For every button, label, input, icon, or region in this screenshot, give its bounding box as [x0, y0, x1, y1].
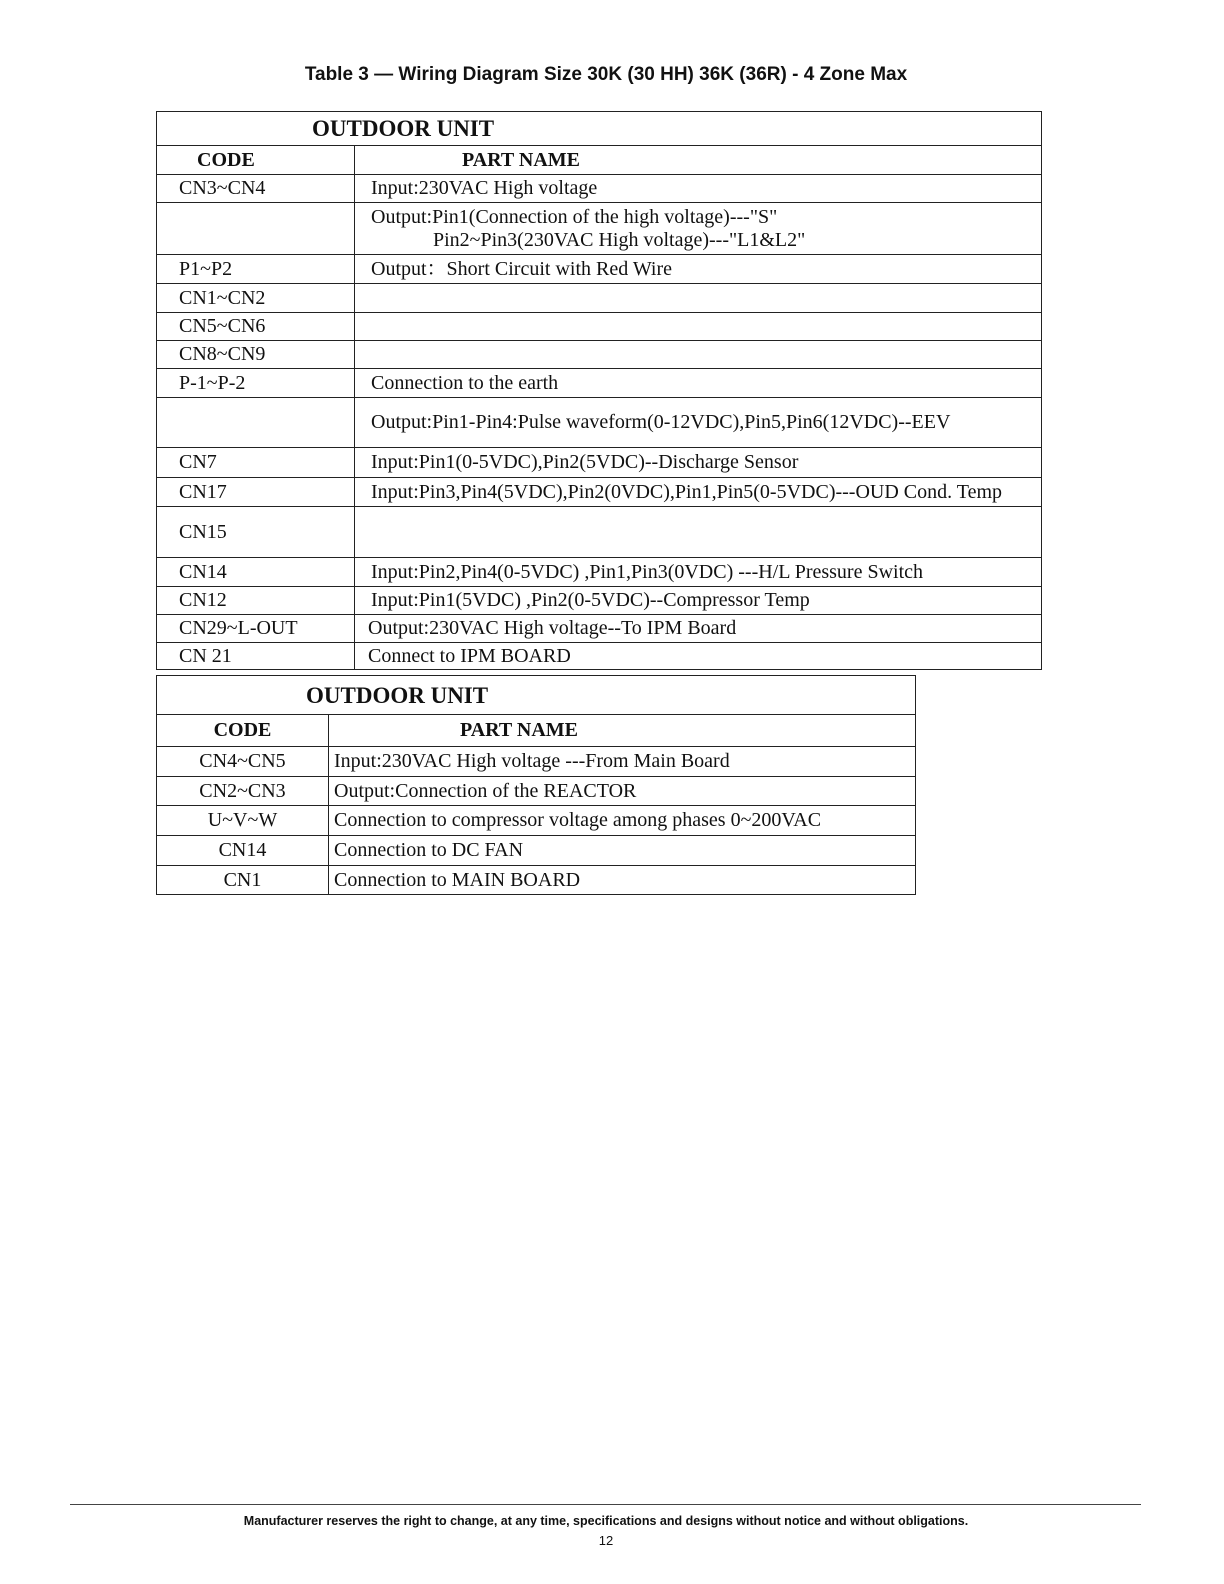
table-row	[157, 587, 1042, 615]
part-name-header: PART NAME	[355, 146, 1042, 175]
code-cell	[157, 203, 355, 255]
part-name-cell: Input:Pin2,Pin4(0-5VDC) ,Pin1,Pin3(0VDC) ---H/L Pressure Switch	[355, 558, 1042, 587]
table-row	[157, 203, 1042, 255]
table-row	[157, 806, 916, 836]
code-cell: CN12	[157, 587, 355, 615]
code-cell: CN14	[157, 836, 329, 866]
part-name-cell: Input:Pin1(0-5VDC),Pin2(5VDC)--Discharge Sensor	[355, 448, 1042, 478]
part-name-cell: Output:Pin1-Pin4:Pulse waveform(0-12VDC),Pin5,Pin6(12VDC)--EEV	[355, 398, 1042, 448]
part-name-cell: Connection to MAIN BOARD	[329, 866, 916, 895]
part-name-cell: Connection to compressor voltage among phases 0~200VAC	[329, 806, 916, 836]
table-row	[157, 175, 1042, 203]
part-name-line-1: Output:Pin1(Connection of the high voltage)---"S"	[371, 205, 778, 228]
part-name-cell	[355, 313, 1042, 341]
code-cell: CN2~CN3	[157, 777, 329, 806]
table-row	[157, 558, 1042, 587]
part-name-cell	[355, 507, 1042, 558]
part-name-cell: Input:Pin1(5VDC) ,Pin2(0-5VDC)--Compressor Temp	[355, 587, 1042, 615]
part-name-cell: Connection to DC FAN	[329, 836, 916, 866]
code-header: CODE	[157, 146, 355, 175]
part-name-line-2: Pin2~Pin3(230VAC High voltage)---"L1&L2"	[433, 228, 806, 251]
code-cell: CN1~CN2	[157, 284, 355, 313]
code-cell: CN5~CN6	[157, 313, 355, 341]
code-cell: CN14	[157, 558, 355, 587]
table-row	[157, 836, 916, 866]
table-row	[157, 284, 1042, 313]
table-row	[157, 747, 916, 777]
part-name-cell: Input:Pin3,Pin4(5VDC),Pin2(0VDC),Pin1,Pin5(0-5VDC)---OUD Cond. Temp	[355, 478, 1042, 507]
table-row	[157, 777, 916, 806]
part-name-cell: Connection to the earth	[355, 369, 1042, 398]
code-cell: U~V~W	[157, 806, 329, 836]
code-cell: CN4~CN5	[157, 747, 329, 777]
footer-disclaimer: Manufacturer reserves the right to change, at any time, specifications and designs without notice and without obligations.	[243, 1514, 969, 1528]
code-header: CODE	[157, 715, 329, 747]
footer-divider	[70, 1504, 1141, 1505]
part-name-cell: Connect to IPM BOARD	[355, 643, 1042, 670]
code-cell: CN1	[157, 866, 329, 895]
table-row	[157, 615, 1042, 643]
part-name-cell	[355, 284, 1042, 313]
code-cell: CN8~CN9	[157, 341, 355, 369]
part-name-cell: Input:230VAC High voltage ---From Main Board	[329, 747, 916, 777]
code-cell: CN7	[157, 448, 355, 478]
part-name-cell: Output:Connection of the REACTOR	[329, 777, 916, 806]
page-number: 12	[598, 1533, 614, 1548]
table-row	[157, 341, 1042, 369]
part-name-header: PART NAME	[329, 715, 916, 747]
table-row	[157, 398, 1042, 448]
part-name-cell: Input:230VAC High voltage	[355, 175, 1042, 203]
code-cell: P1~P2	[157, 255, 355, 284]
part-name-cell	[355, 203, 1042, 255]
code-cell: P-1~P-2	[157, 369, 355, 398]
code-cell: CN29~L-OUT	[157, 615, 355, 643]
part-name-cell: Output:230VAC High voltage--To IPM Board	[355, 615, 1042, 643]
table-row	[157, 448, 1042, 478]
table-row	[157, 507, 1042, 558]
outdoor-unit-wiring-table	[156, 111, 1042, 670]
part-name-cell	[355, 341, 1042, 369]
table-row	[157, 643, 1042, 670]
table-row	[157, 478, 1042, 507]
unit-title: OUTDOOR UNIT	[157, 112, 1042, 146]
table-row	[157, 866, 916, 895]
code-cell: CN17	[157, 478, 355, 507]
unit-title: OUTDOOR UNIT	[157, 676, 916, 715]
code-cell: CN3~CN4	[157, 175, 355, 203]
code-cell	[157, 398, 355, 448]
table-row	[157, 313, 1042, 341]
code-cell: CN15	[157, 507, 355, 558]
page-title: Table 3 — Wiring Diagram Size 30K (30 HH) 36K (36R) - 4 Zone Max	[304, 64, 908, 85]
code-cell: CN 21	[157, 643, 355, 670]
table-row	[157, 369, 1042, 398]
part-name-cell: Output：Short Circuit with Red Wire	[355, 255, 1042, 284]
table-row	[157, 255, 1042, 284]
outdoor-unit-ipm-table	[156, 675, 916, 895]
